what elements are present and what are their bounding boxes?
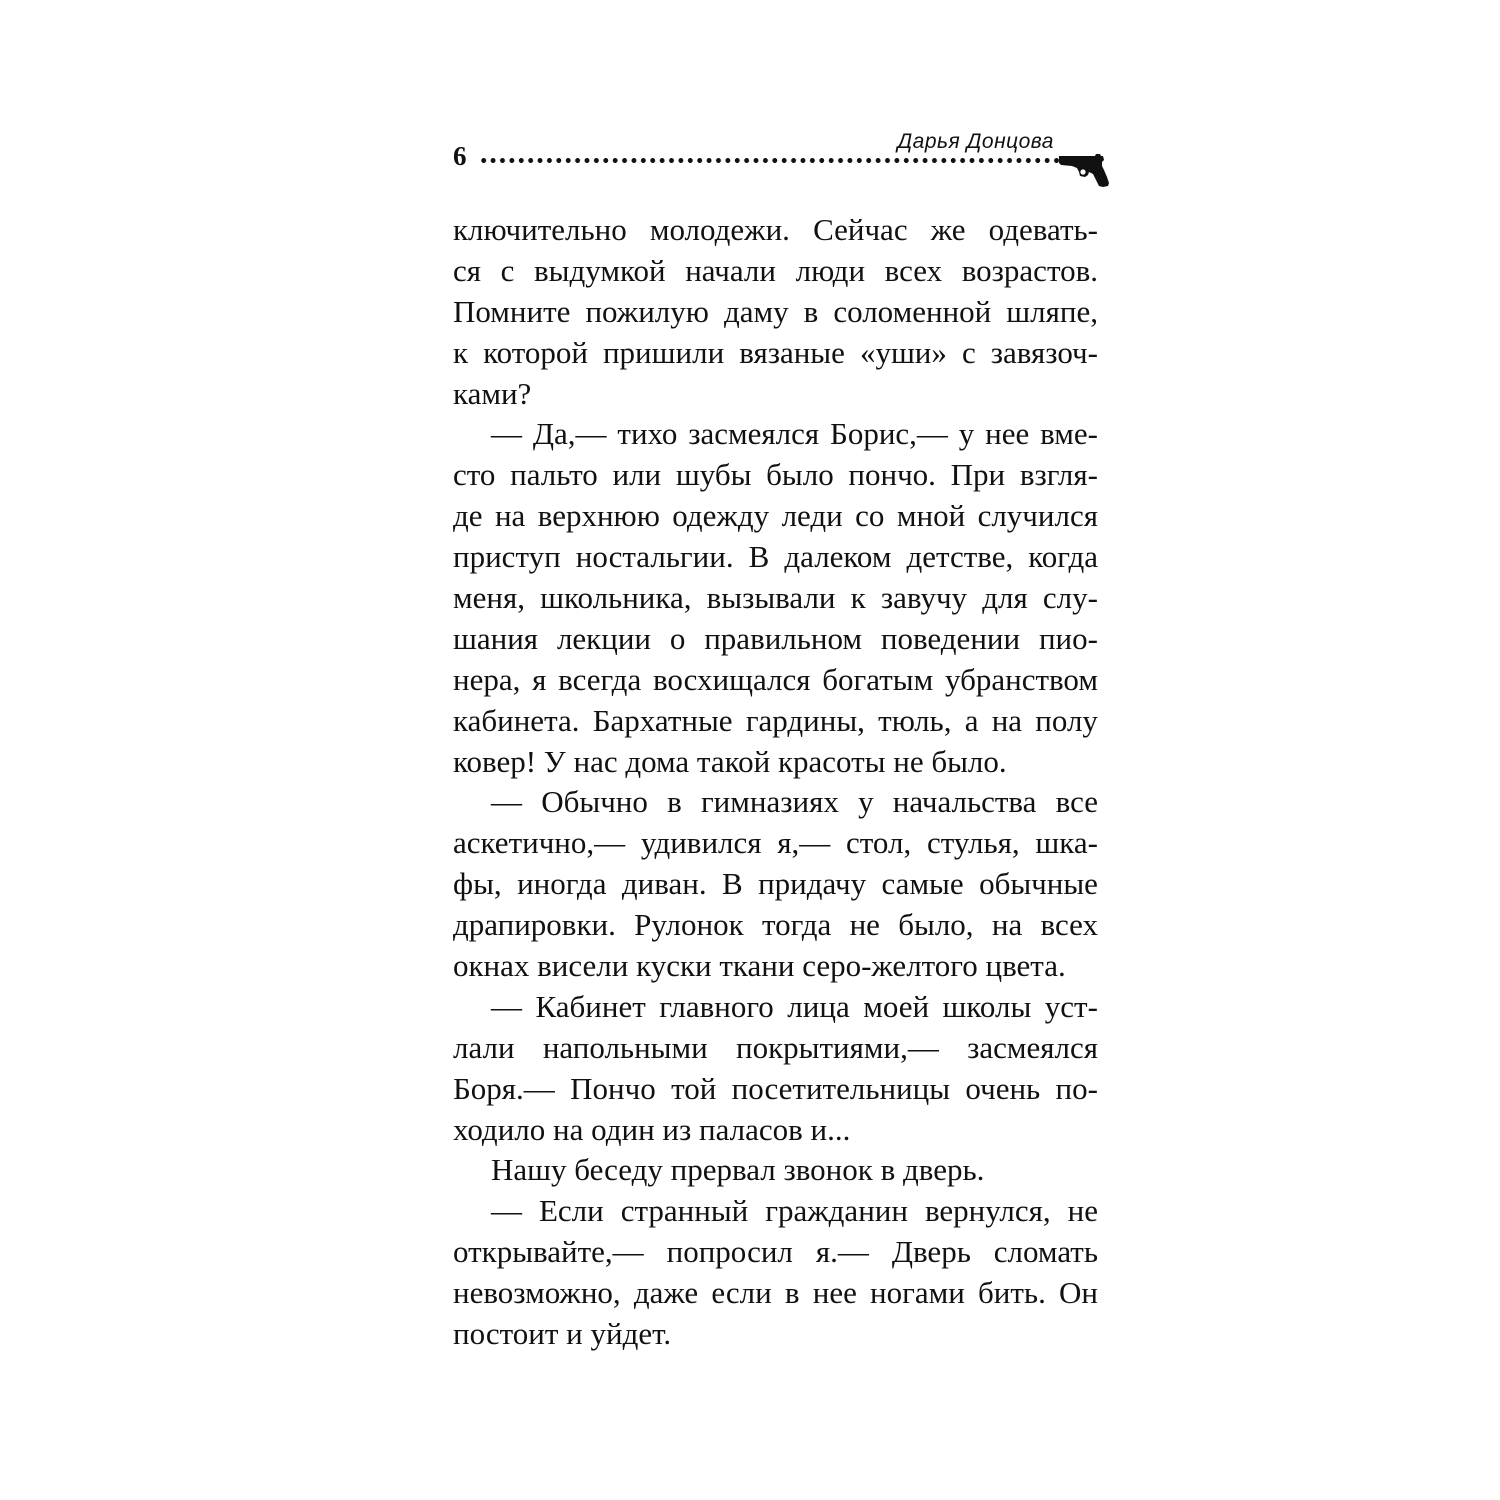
text-line: Нашу беседу прервал звонок в дверь. xyxy=(491,1152,985,1188)
text-line: — Если странный гражданин вернулся, не xyxy=(491,1193,1098,1229)
dotted-leader xyxy=(479,157,1059,164)
text-line: — Кабинет главного лица моей школы уст- xyxy=(491,988,1098,1024)
body-text xyxy=(453,210,1098,1355)
text-line: ся с выдумкой начали люди всех возрастов. xyxy=(453,252,1098,288)
text-line: аскетично,— удивился я,— стол, стулья, шка- xyxy=(453,825,1098,861)
text-line: окнах висели куски ткани серо-желтого цвета. xyxy=(453,948,1066,984)
text-line: невозможно, даже если в нее ногами бить. Он xyxy=(453,1275,1098,1311)
page-number: 6 xyxy=(453,141,467,171)
text-line: Боря.— Пончо той посетительницы очень по- xyxy=(453,1070,1098,1106)
text-line: шания лекции о правильном поведении пио- xyxy=(453,620,1098,656)
text-line: кабинета. Бархатные гардины, тюль, а на полу xyxy=(453,702,1098,738)
text-line: Помните пожилую даму в соломенной шляпе, xyxy=(453,293,1098,329)
text-line: лали напольными покрытиями,— засмеялся xyxy=(453,1029,1098,1065)
author-name: Дарья Донцова xyxy=(897,130,1054,153)
text-line: де на верхнюю одежду леди со мной случился xyxy=(453,498,1098,534)
text-line: ковер! У нас дома такой красоты не было. xyxy=(453,743,1007,779)
text-line: сто пальто или шубы было пончо. При взгля- xyxy=(453,457,1098,493)
text-line: меня, школьника, вызывали к завучу для слу- xyxy=(453,580,1098,616)
text-line: драпировки. Рулонок тогда не было, на всех xyxy=(453,907,1098,943)
text-line: открывайте,— попросил я.— Дверь сломать xyxy=(453,1234,1098,1270)
revolver-icon xyxy=(1058,150,1110,188)
book-page xyxy=(453,120,1108,1380)
running-header xyxy=(453,120,1108,190)
text-line: — Да,— тихо засмеялся Борис,— у нее вме- xyxy=(491,416,1098,452)
text-line: нера, я всегда восхищался богатым убранством xyxy=(453,661,1098,697)
text-line: ками? xyxy=(453,375,532,411)
text-line: приступ ностальгии. В далеком детстве, когда xyxy=(453,539,1098,575)
text-line: к которой пришили вязаные «уши» с завязоч- xyxy=(453,334,1098,370)
text-line: ходило на один из паласов и... xyxy=(453,1111,851,1147)
text-line: постоит и уйдет. xyxy=(453,1316,672,1352)
text-line: — Обычно в гимназиях у начальства все xyxy=(491,784,1098,820)
text-line: фы, иногда диван. В придачу самые обычные xyxy=(453,866,1098,902)
text-line: ключительно молодежи. Сейчас же одевать- xyxy=(453,212,1098,247)
